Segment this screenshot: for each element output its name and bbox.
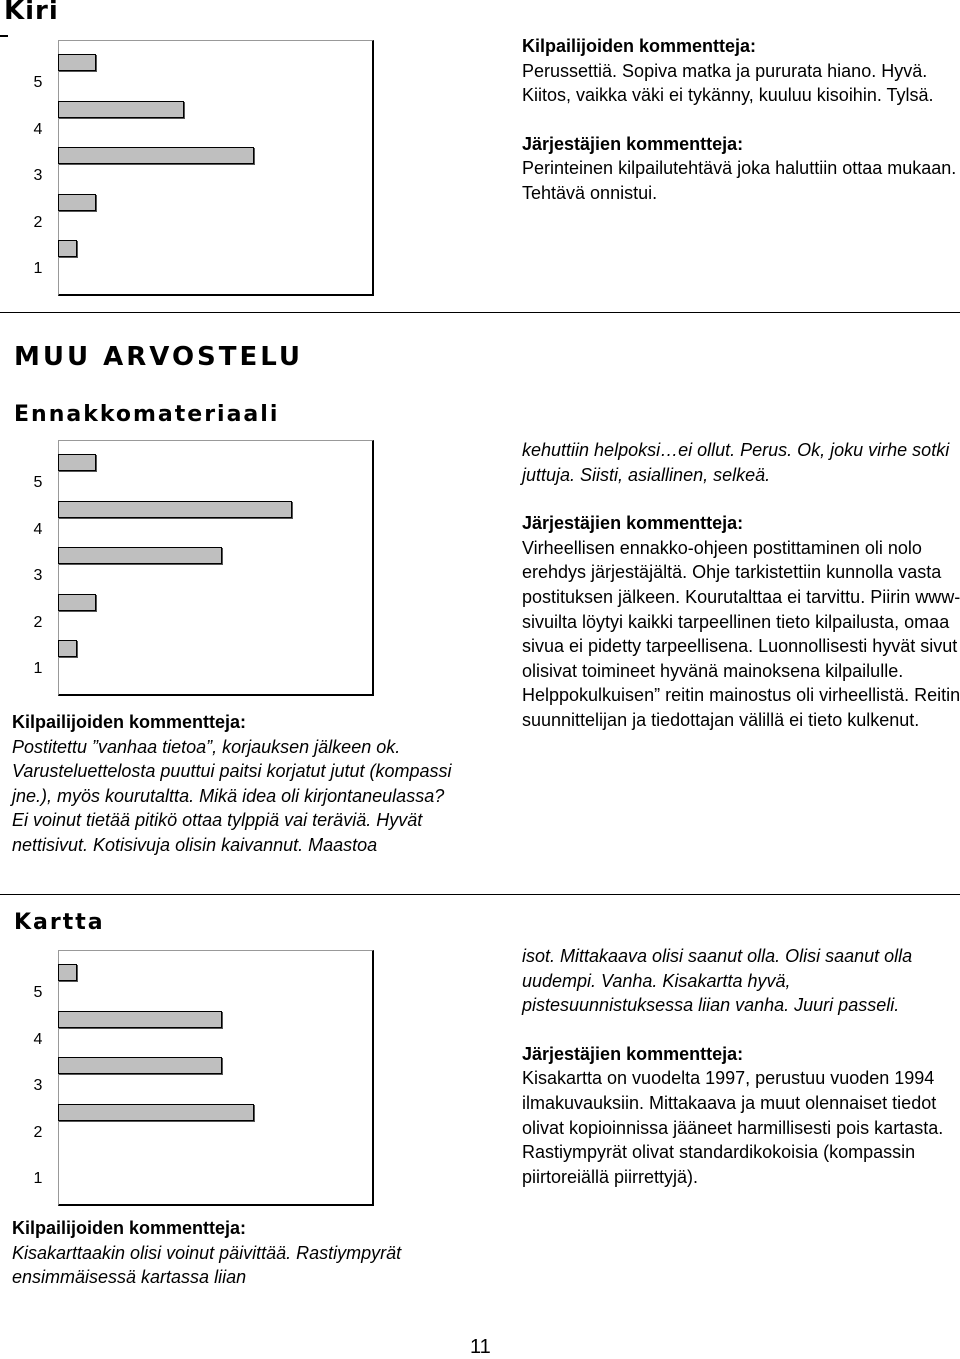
- tick-label-2: 2: [33, 613, 43, 631]
- tick-label-3: 3: [33, 1077, 43, 1094]
- bar-4: [58, 1011, 222, 1028]
- chart-frame: [58, 40, 374, 296]
- section-rule: [0, 35, 8, 37]
- competitors-label: Kilpailijoiden kommentteja:: [12, 712, 247, 732]
- bar-5: [58, 454, 96, 471]
- bar-3: [58, 147, 254, 164]
- organizers-text: Perinteinen kilpailutehtävä joka haluttiin ottaa mukaan. Tehtävä onnistui.: [522, 158, 957, 203]
- competitors-label: Kilpailijoiden kommentteja:: [12, 1218, 247, 1238]
- tick-label-5: 5: [33, 74, 43, 91]
- tick-label-4: 4: [33, 120, 43, 138]
- bar-2: [58, 1104, 254, 1121]
- bar-3: [58, 1057, 222, 1074]
- section-title-ennakkomateriaali: Ennakkomateriaali: [14, 402, 280, 427]
- kartta-competitor-comments: [12, 1216, 462, 1290]
- competitors-text: Kisakarttaakin olisi voinut päivittää. Rastiympyrät ensimmäisessä kartassa liian: [12, 1242, 402, 1288]
- bar-4: [58, 501, 292, 518]
- bar-3: [58, 547, 222, 564]
- organizers-text: Kisakartta on vuodelta 1997, perustuu vuoden 1994 ilmakuvauksiin. Mittakaava ja muut olennaiset tiedot olivat kopioinnissa jääneet harmillisesti pois kartasta. Rastiympyrät olivat standardikokoisia (kompassin piirtoreiällä piirrettyjä).: [522, 1068, 944, 1187]
- tick-label-5: 5: [33, 984, 43, 1001]
- competitors-label: Kilpailijoiden kommentteja:: [522, 36, 757, 56]
- tick-label-1: 1: [33, 1170, 43, 1187]
- kiri-rating-chart: [14, 40, 374, 296]
- competitors-text: Postitettu ”vanhaa tietoa”, korjauksen jälkeen ok. Varusteluettelosta puuttui paitsi korjatut jutut (kompassi jne.), myös kourutaltta. Mikä idea oli kirjontaneulassa? Ei voinut tietää pitikö ottaa tylppiä vai teräviä. Hyvät nettisivut. Kotisivuja olisin kaivannut. Maastoa: [12, 736, 452, 855]
- bar-1: [58, 640, 77, 657]
- section-divider: [0, 894, 960, 895]
- tick-label-2: 2: [33, 213, 43, 231]
- bar-5: [58, 964, 77, 981]
- organizers-label: Järjestäjien kommentteja:: [522, 513, 744, 534]
- chart-frame: [58, 440, 374, 696]
- tick-label-5: 5: [33, 474, 43, 491]
- tick-label-2: 2: [33, 1123, 43, 1141]
- section-title-muu-arvostelu: MUU ARVOSTELU: [14, 342, 304, 372]
- tick-label-1: 1: [33, 260, 43, 277]
- kartta-rating-chart: [14, 950, 374, 1206]
- competitors-text: Perussettiä. Sopiva matka ja pururata hiano. Hyvä. Kiitos, vaikka väki ei tykänny, kuuluu kisoihin. Tylsä.: [522, 60, 934, 106]
- organizers-label: Järjestäjien kommentteja:: [522, 133, 744, 154]
- ennakko-comments-right: [522, 438, 960, 733]
- tick-label-1: 1: [33, 660, 43, 677]
- tick-label-3: 3: [33, 567, 43, 584]
- kartta-comments-right: [522, 944, 960, 1189]
- bar-4: [58, 101, 184, 118]
- section-divider: [0, 312, 960, 313]
- bar-1: [58, 240, 77, 257]
- organizers-text: Virheellisen ennakko-ohjeen postittaminen oli nolo erehdys järjestäjältä. Ohje tarkistettiin kunnolla vasta postituksen jälkeen. Kourutalttaa ei tarvittu. Piirin www-sivuilta löytyi kaikki tarpeellinen tieto kilpailusta, omaa sivua ei pidetty tarpeellisena. Luonnollisesti hyvät sivut olisivat toimineet hyvänä mainoksena kilpailulle. Helppokulkuisen” reitin mainostus oli virheellistä. Reitin suunnittelijan ja tiedottajan välillä ei tieto kulkenut.: [522, 537, 960, 730]
- section-title-kartta: Kartta: [14, 910, 105, 935]
- ennakko-rating-chart: [14, 440, 374, 696]
- ennakko-competitor-comments: [12, 710, 462, 858]
- page-number: 11: [470, 1336, 491, 1358]
- kiri-comments: [522, 34, 960, 206]
- bar-2: [58, 194, 96, 211]
- organizers-label: Järjestäjien kommentteja:: [522, 1043, 744, 1064]
- bar-5: [58, 54, 96, 71]
- tick-label-4: 4: [33, 1030, 43, 1048]
- section-title-kiri: Kiri: [4, 0, 59, 26]
- chart-frame: [58, 950, 374, 1206]
- bar-2: [58, 594, 96, 611]
- tick-label-4: 4: [33, 520, 43, 538]
- competitors-text-continued: kehuttiin helpoksi…ei ollut. Perus. Ok, joku virhe sotki juttuja. Siisti, asiallinen, selkeä.: [522, 440, 950, 485]
- tick-label-3: 3: [33, 167, 43, 184]
- competitors-text-continued: isot. Mittakaava olisi saanut olla. Olisi saanut olla uudempi. Vanha. Kisakartta hyvä, pistesuunnistuksessa liian vanha. Juuri passeli.: [522, 946, 913, 1016]
